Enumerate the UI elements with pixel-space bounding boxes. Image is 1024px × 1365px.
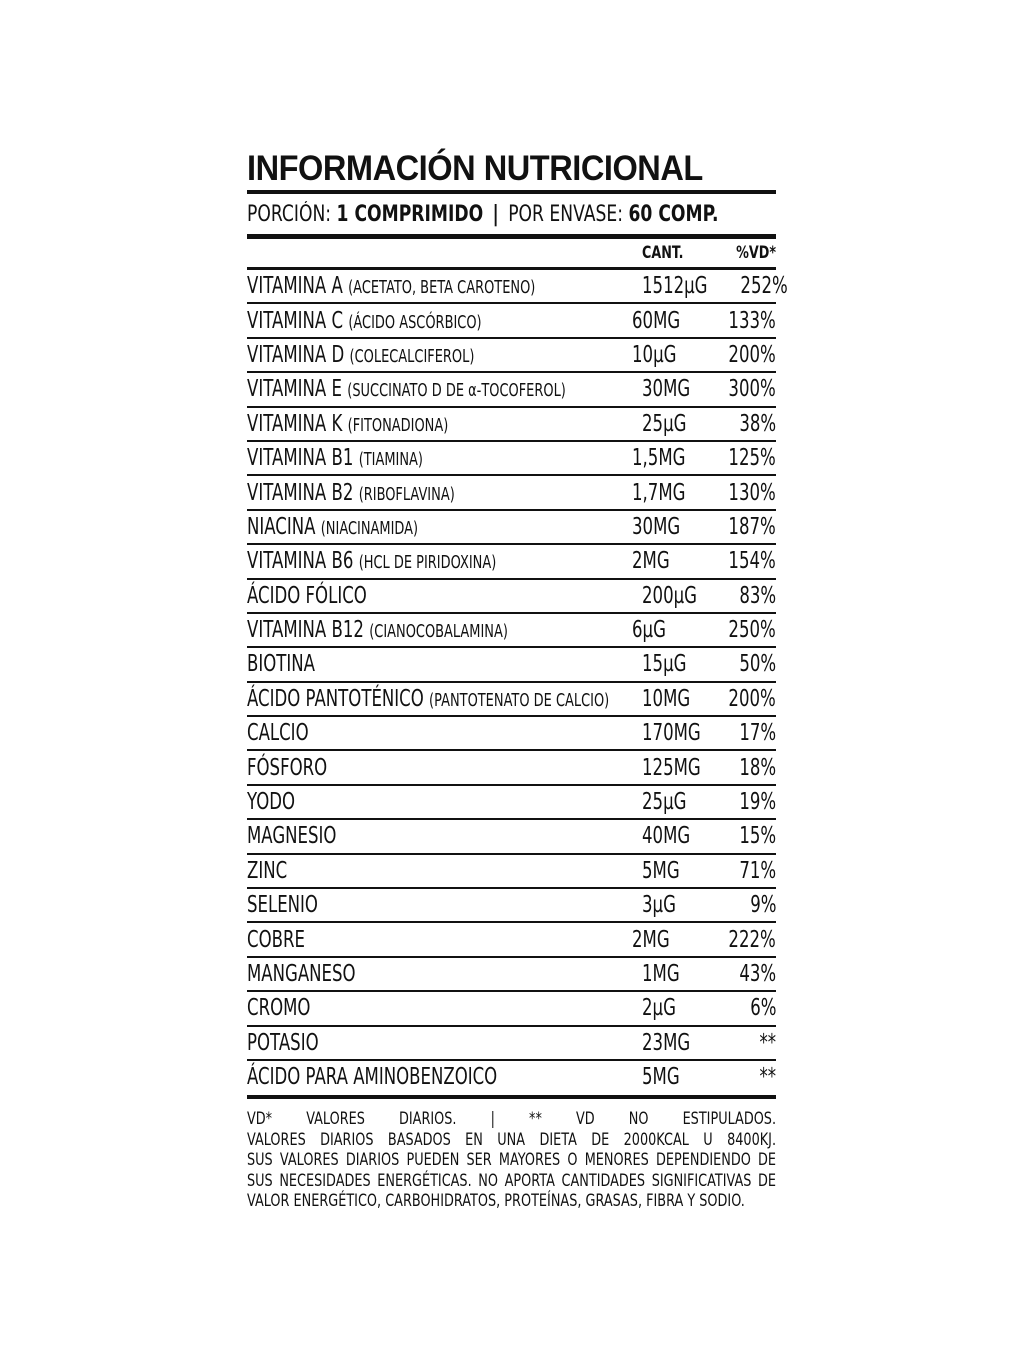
nutrient-row [247,614,776,648]
nutrient-amount: 15µG [642,651,687,678]
nutrient-name: POTASIO [247,1029,319,1056]
nutrient-name-cell [247,858,642,884]
nutrient-amount-cell [632,480,710,506]
nutrient-daily-value-cell [710,927,776,953]
nutrient-name-cell [247,927,632,953]
nutrient-daily-value: 300% [728,376,776,403]
nutrient-name-cell [247,514,632,540]
nutrient-amount: 125MG [642,754,701,781]
nutrient-detail: (FITONADIONA) [347,414,449,436]
nutrient-daily-value-cell [722,583,776,609]
nutrient-daily-value: 250% [728,617,776,644]
nutrient-daily-value: 200% [728,685,776,712]
nutrient-name: ÁCIDO PANTOTÉNICO [247,685,424,712]
nutrient-row [247,511,776,545]
nutrient-detail: (ÁCIDO ASCÓRBICO) [348,311,482,333]
nutrient-detail: (ACETATO, BETA CAROTENO) [348,277,536,299]
table-bottom-rule [247,1095,776,1099]
nutrient-row [247,820,776,854]
nutrient-name: MANGANESO [247,961,356,987]
nutrient-row [247,648,776,682]
nutrient-name: VITAMINA B12 [247,617,364,644]
nutrient-name-cell [247,308,632,334]
nutrient-amount: 5MG [642,857,680,884]
nutrient-name-cell [247,376,642,402]
footnote-line: VALOR ENERGÉTICO, CARBOHIDRATOS, PROTEÍNAS, GRASAS, FIBRA Y SODIO. [247,1191,745,1211]
nutrient-name-cell [247,961,642,987]
nutrient-daily-value: 125% [728,445,776,472]
nutrient-daily-value-cell [710,445,776,471]
nutrient-amount-cell [632,927,710,953]
serving-separator: | [492,201,499,227]
nutrient-daily-value-cell [722,858,776,884]
nutrient-name-cell [247,1064,642,1090]
nutrient-row [247,304,776,338]
nutrient-daily-value: 18% [739,754,776,781]
nutrient-daily-value: 71% [739,857,776,884]
nutrient-row [247,442,776,476]
nutrient-amount: 3µG [642,892,676,919]
nutrient-row [247,855,776,889]
nutrient-row [247,1061,776,1093]
nutrient-amount-cell [642,411,722,437]
column-headers [247,239,776,270]
nutrient-amount: 2MG [632,548,670,575]
nutrient-name-cell [247,273,642,299]
nutrient-amount-cell [642,1064,722,1090]
nutrient-name: CROMO [247,995,311,1022]
nutrient-daily-value: 83% [739,582,776,609]
daily-value-column-header: %VD* [736,243,776,263]
nutrient-detail: (HCL DE PIRIDOXINA) [358,552,497,574]
nutrient-daily-value: 19% [739,789,776,816]
nutrient-name-cell [247,342,632,368]
nutrient-daily-value: 133% [728,307,776,334]
nutrient-amount: 200µG [642,582,697,609]
nutrient-daily-value-cell [722,995,776,1021]
nutrient-daily-value: 200% [728,341,776,368]
nutrient-daily-value-cell [722,823,776,849]
nutrient-row [247,339,776,373]
nutrient-daily-value-cell [722,720,776,746]
nutrient-row [247,923,776,957]
nutrient-name-cell [247,583,642,609]
nutrient-amount-cell [642,961,722,987]
nutrient-amount-cell [642,583,722,609]
nutrient-amount-cell [632,548,710,574]
nutrient-daily-value-cell [722,789,776,815]
nutrient-name: VITAMINA A [247,273,343,300]
nutrient-detail: (SUCCINATO D DE α-TOCOFEROL) [347,380,566,402]
nutrient-name: SELENIO [247,892,318,919]
per-container-value: 60 COMP. [628,201,719,227]
nutrient-daily-value: ** [759,1029,776,1056]
nutrient-amount: 1,7MG [632,479,686,506]
nutrient-amount-cell [642,720,722,746]
nutrient-amount-cell [642,755,722,781]
nutrient-amount-cell [632,445,710,471]
nutrient-amount: 5MG [642,1064,680,1091]
nutrient-amount-cell [632,514,710,540]
nutrient-name-cell [247,823,642,849]
nutrient-amount-cell [642,823,722,849]
nutrient-name-cell [247,995,642,1021]
panel-title: INFORMACIÓN NUTRICIONAL [247,149,703,188]
nutrient-name: CALCIO [247,720,309,747]
nutrient-row [247,751,776,785]
nutrient-daily-value: 17% [739,720,776,747]
nutrient-name-cell [247,720,642,746]
nutrient-name-cell [247,1030,642,1056]
nutrient-amount: 2MG [632,926,670,953]
nutrient-row [247,1027,776,1061]
nutrient-name: ÁCIDO FÓLICO [247,582,367,609]
nutrient-daily-value-cell [710,376,776,402]
serving-info [247,194,775,234]
nutrient-daily-value: 9% [749,892,776,919]
nutrient-amount: 170MG [642,720,701,747]
nutrient-row [247,717,776,751]
nutrient-row [247,683,776,717]
nutrient-name: MAGNESIO [247,823,337,850]
nutrient-amount: 6µG [632,617,667,644]
nutrient-daily-value-cell [722,755,776,781]
nutrient-amount-cell [632,308,710,334]
nutrient-detail: (RIBOFLAVINA) [358,483,455,505]
nutrient-daily-value-cell [722,892,776,918]
nutrient-name: VITAMINA B2 [247,479,354,506]
nutrient-daily-value: 252% [740,273,788,300]
nutrient-amount-cell [642,789,722,815]
nutrient-daily-value: 43% [739,961,776,987]
nutrient-row [247,545,776,579]
nutrient-name: VITAMINA B6 [247,548,354,575]
nutrient-amount-cell [642,686,710,712]
nutrient-daily-value: 187% [728,513,776,540]
nutrient-name: VITAMINA B1 [247,445,354,472]
nutrient-name: VITAMINA K [247,410,343,437]
footnote-line: SUS VALORES DIARIOS PUEDEN SER MAYORES O MENORES DEPENDIENDO DE [247,1150,777,1170]
nutrient-amount: 10MG [642,685,691,712]
nutrient-detail: (PANTOTENATO DE CALCIO) [429,689,610,711]
per-container-label: POR ENVASE: [508,201,624,227]
nutrient-amount: 10µG [632,341,677,368]
nutrient-detail: (CIANOCOBALAMINA) [369,621,508,643]
nutrient-amount-cell [642,995,722,1021]
nutrient-daily-value: ** [759,1064,776,1091]
nutrient-row [247,373,776,407]
portion-value: 1 COMPRIMIDO [336,201,484,227]
nutrient-daily-value-cell [710,342,776,368]
nutrient-daily-value: 15% [739,823,776,850]
footnotes [247,1109,776,1212]
nutrient-name: VITAMINA C [247,307,344,334]
nutrient-daily-value: 222% [728,926,776,953]
nutrient-daily-value-cell [710,480,776,506]
nutrient-name-cell [247,892,642,918]
nutrient-name-cell [247,445,632,471]
nutrient-name: YODO [247,789,296,816]
nutrient-daily-value: 50% [739,651,776,678]
nutrient-name-cell [247,686,642,712]
nutrient-daily-value: 6% [749,995,776,1022]
nutrient-daily-value-cell [722,1064,776,1090]
nutrient-name: FÓSFORO [247,754,328,781]
nutrient-row [247,889,776,923]
nutrient-detail: (TIAMINA) [358,449,423,471]
nutrient-daily-value-cell [710,308,776,334]
nutrient-amount: 2µG [642,995,676,1022]
nutrient-daily-value: 154% [728,548,776,575]
nutrient-amount-cell [642,651,722,677]
nutrient-amount: 25µG [642,789,687,816]
nutrient-name: ZINC [247,857,288,884]
nutrient-name-cell [247,651,642,677]
nutrient-amount-cell [642,376,710,402]
portion-label: PORCIÓN: [247,201,332,227]
nutrient-amount-cell [642,892,722,918]
nutrient-name: BIOTINA [247,651,315,678]
nutrient-name: ÁCIDO PARA AMINOBENZOICO [247,1064,498,1091]
nutrient-name-cell [247,480,632,506]
nutrient-daily-value-cell [710,617,776,643]
nutrient-daily-value-cell [722,273,788,299]
nutrient-row [247,580,776,614]
nutrient-daily-value-cell [710,548,776,574]
nutrient-name-cell [247,617,632,643]
nutrient-row [247,476,776,510]
nutrient-amount-cell [642,1030,722,1056]
nutrient-table [247,270,788,1093]
nutrient-amount-cell [642,273,722,299]
nutrient-daily-value-cell [722,411,776,437]
nutrient-amount: 1512µG [642,273,708,300]
nutrient-name: VITAMINA E [247,376,342,403]
nutrient-amount: 1MG [642,961,680,987]
nutrient-daily-value: 130% [728,479,776,506]
nutrient-name-cell [247,548,632,574]
nutrient-name-cell [247,411,642,437]
nutrient-row [247,270,788,304]
nutrient-amount: 30MG [642,376,691,403]
nutrient-name: VITAMINA D [247,341,345,368]
nutrient-amount: 23MG [642,1029,691,1056]
amount-column-header: CANT. [642,243,684,263]
nutrient-name-cell [247,789,642,815]
nutrient-name: NIACINA [247,513,316,540]
nutrient-row [247,958,776,992]
nutrient-amount-cell [642,858,722,884]
nutrient-amount: 25µG [642,410,687,437]
nutrient-amount: 1,5MG [632,445,686,472]
nutrient-daily-value-cell [722,651,776,677]
nutrient-row [247,408,776,442]
nutrient-name-cell [247,755,642,781]
nutrient-amount-cell [632,342,710,368]
nutrient-daily-value-cell [722,961,776,987]
nutrient-daily-value-cell [710,514,776,540]
nutrient-amount: 60MG [632,307,681,334]
nutrient-amount-cell [632,617,710,643]
nutrient-amount: 30MG [632,513,681,540]
footnote-line: SUS NECESIDADES ENERGÉTICAS. NO APORTA CANTIDADES SIGNIFICATIVAS DE [247,1170,777,1190]
nutrient-detail: (COLECALCIFEROL) [349,345,475,367]
nutrient-daily-value: 38% [739,410,776,437]
nutrient-amount: 40MG [642,823,691,850]
footnote-line: VD* VALORES DIARIOS. | ** VD NO ESTIPULADOS. [247,1109,777,1129]
nutrition-facts-panel [247,148,788,1212]
nutrient-daily-value-cell [722,1030,776,1056]
nutrient-daily-value-cell [710,686,776,712]
nutrient-row [247,786,776,820]
nutrient-detail: (NIACINAMIDA) [320,517,419,539]
footnote-line: VALORES DIARIOS BASADOS EN UNA DIETA DE 2000KCAL U 8400KJ. [247,1129,777,1149]
nutrient-name: COBRE [247,926,305,953]
nutrient-row [247,992,776,1026]
